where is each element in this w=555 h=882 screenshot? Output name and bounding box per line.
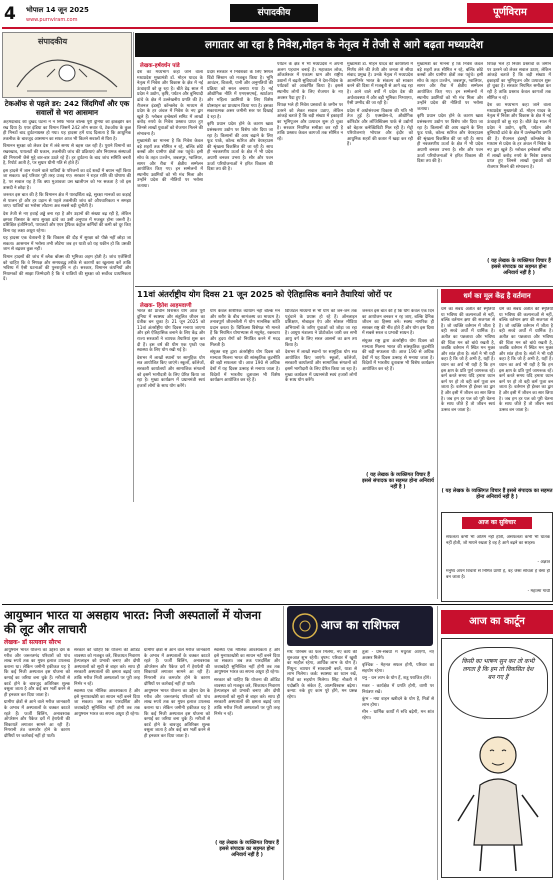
ayushman-para: स्वास्थ्य एक मौलिक आवश्यकता है और इसे मुनाफाखोरी का साधन नहीं बनने दिया जा सकता। जब तक पारदर्शिता और जवाबदेही सुनिश्चित नहीं होगी तब तक आयुष्मान भारत का सपना अधूरा ही रहेगा।	[214, 648, 280, 676]
cartoon-label: संपादकीय	[38, 37, 68, 46]
lead-para: विपक्ष भले ही निवेश प्रस्तावों के जमीन पर उतरने को लेकर सवाल उठाए, लेकिन आंकड़े बताते हैं कि बड़ी संख्या में इकाइयों का भूमिपूजन और उत्पादन शुरू हो चुका है। सरकार नियमित समीक्षा कर रही है ताकि प्रस्ताव केवल कागजों तक सीमित न रहें।	[277, 103, 343, 142]
rashifal-item: तुला - प्रेम-संबंधों में मधुरता आएगी, नए अवसर मिलेंगे।	[362, 650, 434, 661]
editorial-para: जरूरत इस बात की है कि विमानन क्षेत्र में पारदर्शिता बढ़े, सुरक्षा मानकों का कड़ाई से पालन हो और हर उड़ान से पहले तकनीकी जांच को औपचारिकता न समझा जाए। यात्रियों का भरोसा लौटाना अब सबसे बड़ी चुनौती है।	[3, 193, 131, 210]
lead-para: कृषि प्रधान प्रदेश होने के कारण खाद्य प्रसंस्करण उद्योग पर विशेष जोर दिया जा रहा है। किसानों की आय बढ़ाने के लिए फूड पार्क, कोल्ड स्टोरेज और वेयरहाउस की श्रृंखला विकसित की जा रही है। साथ ही नवकरणीय ऊर्जा के क्षेत्र में भी प्रदेश अग्रणी बनकर उभरा है। सौर और पवन ऊर्जा परियोजनाओं ने हरित विकास की दिशा तय की है।	[207, 122, 273, 173]
dharma-headline	[441, 289, 553, 303]
yoga-para: संयुक्त राष्ट्र द्वारा अंतर्राष्ट्रीय योग दिवस को मान्यता मिलना भारत की सांस्कृतिक कूटनीति की बड़ी सफलता थी। आज 190 से अधिक देशों में यह दिवस उत्साह से मनाया जाता है। विदेशों में भारतीय दूतावास भी विशेष कार्यक्रम आयोजित कर रहे हैं।	[210, 350, 280, 384]
ayushman-column	[4, 648, 70, 880]
editorial-para: अहमदाबाद की दुखद घटना ने न सिर्फ भारत बल्कि पूरी दुनिया को झकझोर कर रख दिया है। एयर इंडिया का विमान जिसमें 242 लोग सवार थे, टेकऑफ के कुछ ही मिनटों बाद दुर्घटनाग्रस्त हो गया। यह हादसा हमें याद दिलाता है कि आधुनिक तकनीक के बावजूद आसमान का सफर आज भी कितने सवालों से घिरा है।	[3, 120, 131, 142]
lead-para: विपक्ष भले ही निवेश प्रस्तावों के जमीन पर उतरने को लेकर सवाल उठाए, लेकिन आंकड़े बताते हैं कि बड़ी संख्या में इकाइयों का भूमिपूजन और उत्पादन शुरू हो चुका है। सरकार नियमित समीक्षा कर रही है ताकि प्रस्ताव केवल कागजों तक सीमित न रहें।	[487, 62, 551, 101]
editorial-para: इस हादसे में जान गंवाने वाले यात्रियों के परिजनों का दर्द शब्दों में बयान नहीं किया जा सकता। कई परिवार पूरी तरह उजड़ गए। सरकार ने राहत राशि की घोषणा की है, पर सवाल यह है कि क्या मुआवजा उस खालीपन को भर सकता है जो इस त्रासदी ने छोड़ा है।	[3, 168, 131, 191]
lead-para: पर्यटन के क्षेत्र में भी मध्यप्रदेश ने अपनी अलग पहचान बनाई है। महाकाल लोक, ओंकारेश्वर में एकात्म धाम और राष्ट्रीय उद्यानों में बढ़ती सुविधाओं ने देश-विदेश के पर्यटकों को आकर्षित किया है। इससे स्थानीय लोगों के लिए रोजगार के नए अवसर पैदा हुए हैं।	[277, 62, 343, 101]
header-rule	[2, 27, 553, 29]
section-title	[230, 4, 318, 22]
yoga-column	[137, 309, 205, 499]
rashifal-item: मीन - धार्मिक कार्यों में रुचि बढ़ेगी, मन शांत रहेगा।	[362, 710, 434, 721]
ayushman-column	[74, 648, 140, 880]
lead-para: प्रदेश सरकार ने निवेशकों के लिए सिंगल विंडो सिस्टम को मजबूत किया है। भूमि आवंटन, बिजली, पानी और अनुमतियों की प्रक्रिया को सरल बनाया गया है। नई औद्योगिक नीति में एमएसएमई, स्टार्टअप और महिला उद्यमियों के लिए विशेष प्रोत्साहन का प्रावधान किया गया है। इसका सकारात्मक असर जमीनी स्तर पर दिखाई दे रहा है।	[207, 70, 273, 120]
ayushman-para: आयुष्मान भारत योजना का उद्देश्य देश के गरीब और जरूरतमंद परिवारों को पांच लाख रुपये तक का मुफ्त इलाज उपलब्ध कराना था। लेकिन जमीनी हकीकत यह है कि कई निजी अस्पताल इस योजना को कमाई का जरिया बना चुके हैं। मरीजों से कार्ड होने के बावजूद अतिरिक्त शुल्क वसूला जाता है और कई बार भर्ती करने से ही इनकार कर दिया जाता है।	[144, 689, 210, 739]
yoga-para: जरूरत इस बात की है कि योग केवल एक दिन का आयोजन बनकर न रह जाए, बल्कि दैनिक जीवन का हिस्सा बने। स्वस्थ नागरिक ही सशक्त राष्ट्र की नींव होते हैं और योग इस दिशा में सबसे सरल व प्रभावी साधन है।	[362, 309, 434, 337]
editorial-para: विमान हादसों की जांच में ब्लैक बॉक्स की भूमिका अहम होती है। जांच एजेंसियों को चाहिए कि वे निष्पक्ष और समयबद्ध तरीके से कारणों का खुलासा करें ताकि भविष्य में ऐसी घटनाओं की पुनरावृत्ति न हो। सरकार, विमानन कंपनियों और नियामकों की साझा जिम्मेदारी है कि वे यात्रियों की सुरक्षा को सर्वोच्च प्राथमिकता दें।	[3, 255, 131, 283]
yoga-headline: 11वां अंतर्राष्ट्रीय योग दिवस 21 जून 2025 को ऐतिहासिक बनाने तैयारियां जोरों पर	[137, 289, 392, 299]
lead-para: मुख्यमंत्री का मानना है कि निवेश केवल बड़े शहरों तक सीमित न रहे, बल्कि छोटे कस्बों और ग्रामीण क्षेत्रों तक पहुंचे। इसी सोच के तहत उज्जैन, जबलपुर, ग्वालियर, सागर और रीवा में क्षेत्रीय सम्मेलन आयोजित किए गए। इन सम्मेलनों में स्थानीय उद्यमियों को भी मंच मिला और उन्होंने प्रदेश की नीतियों पर भरोसा जताया।	[417, 62, 483, 112]
lead-headline	[135, 33, 553, 57]
editorial-para: यह हादसा एक चेतावनी है कि विकास की दौड़ में सुरक्षा को पीछे नहीं छोड़ा जा सकता। आसमान में भरोसा तभी लौटेगा जब हर यात्री को यह यकीन हो कि उसकी जान से बढ़कर कुछ नहीं।	[3, 236, 131, 253]
ayushman-para: आयुष्मान भारत योजना का उद्देश्य देश के गरीब और जरूरतमंद परिवारों को पांच लाख रुपये तक का मुफ्त इलाज उपलब्ध कराना था। लेकिन जमीनी हकीकत यह है कि कई निजी अस्पताल इस योजना को कमाई का जरिया बना चुके हैं। मरीजों से कार्ड होने के बावजूद अतिरिक्त शुल्क वसूला जाता है और कई बार भर्ती करने से ही इनकार कर दिया जाता है।	[4, 648, 70, 698]
ayushman-para: स्वास्थ्य एक मौलिक आवश्यकता है और इसे मुनाफाखोरी का साधन नहीं बनने दिया जा सकता। जब तक पारदर्शिता और जवाबदेही सुनिश्चित नहीं होगी तब तक आयुष्मान भारत का सपना अधूरा ही रहेगा।	[74, 689, 140, 717]
yoga-para: डिजिटल माध्यमों से भी योग को जन-जन तक पहुंचाने के प्रयास हो रहे हैं। ऑनलाइन प्रशिक्षण, मोबाइल ऐप और सोशल मीडिया अभियानों के जरिए युवाओं को जोड़ा जा रहा है। आयुष मंत्रालय ने प्रोटोकॉल जारी कर सभी आयु वर्ग के लिए सरल आसनों का क्रम तय किया है।	[285, 309, 357, 348]
rashifal-intro: मेष: परिश्रम का फल मिलेगा, नए कार्य की शुरुआत शुभ रहेगी। वृषभ: परिवार में खुशी का माहौल रहेगा, आर्थिक लाभ के योग हैं। मिथुन: व्यापार में सावधानी बरतें, यात्रा से लाभ मिलेगा। कर्क: स्वास्थ्य का ध्यान रखें, मित्रों का सहयोग मिलेगा। सिंह: नौकरी में पदोन्नति के संकेत हैं, आत्मविश्वास बढ़ेगा। कन्या: रुके हुए काम पूरे होंगे, मन प्रसन्न रहेगा।	[287, 650, 357, 700]
ayushman-pullquote: ( यह लेखक के व्यक्तिगत विचार हैं इससे संपादक का सहमत होना अनिवार्य नहीं है )	[215, 840, 279, 858]
rashifal-title: आज का राशिफल	[320, 618, 400, 632]
suvichar-author: - अज्ञात	[537, 560, 550, 565]
cartoon-panel	[441, 638, 553, 878]
yoga-para: योग केवल शारीरिक व्यायाम नहीं बल्कि मन और शरीर के बीच सामंजस्य का माध्यम है। तनावपूर्ण जीवनशैली में योग मानसिक शांति प्रदान करता है। चिकित्सा विशेषज्ञ भी मानते हैं कि नियमित योगाभ्यास से मधुमेह, रक्तचाप और हृदय रोगों को नियंत्रित करने में मदद मिलती है।	[210, 309, 280, 348]
speech-bubble-text: किसी का भाषण सुन कर तो कभी लगता है कि हम तो विकसित देश बन गए हैं	[461, 658, 535, 681]
editorial-para: विमानन सुरक्षा को लेकर देश में लंबे समय से बहस चल रही है। पुराने विमानों का रखरखाव, पायलटों की थकान, तकनीकी जांच की प्रक्रियाएं और नियामक संस्थाओं की निगरानी जैसे मुद्दे बार-बार उठते रहे हैं। हर दुर्घटना के बाद जांच समिति बनती है, रिपोर्ट आती है, पर सुधार धीमी गति से होते हैं।	[3, 144, 131, 167]
page-number: 4	[4, 4, 16, 24]
dharma-column	[499, 307, 553, 457]
lead-para: देश का मध्यभाग कहा जाने वाला मध्यप्रदेश मुख्यमंत्री डॉ. मोहन यादव के नेतृत्व में निवेश और विकास के क्षेत्र में नई ऊंचाइयों को छू रहा है। बीते डेढ़ साल में प्रदेश ने उद्योग, कृषि, पर्यटन और बुनियादी ढांचे के क्षेत्र में उल्लेखनीय प्रगति की है। रीजनल इंडस्ट्री कॉन्क्लेव के माध्यम से प्रदेश के हर अंचल में निवेश के नए द्वार खुले हैं। ग्लोबल इन्वेस्टर्स समिट में लाखों करोड़ रुपये के निवेश प्रस्ताव प्राप्त हुए जिनसे लाखों युवाओं को रोजगार मिलने की संभावना है।	[137, 70, 203, 137]
lead-pullquote: ( यह लेखक के व्यक्तिगत विचार हैं इससे संपादक का सहमत होना अनिवार्य नहीं है )	[487, 258, 551, 276]
ayushman-column	[144, 648, 210, 880]
dharma-column	[441, 307, 495, 485]
cartoon-title-text: आज का कार्टून	[469, 616, 525, 627]
ayushman-para: ग्रामीण क्षेत्रों से आने वाले मरीज जानकारी के अभाव में अस्पतालों के चक्कर काटते रहते हैं। फर्जी बिलिंग, अनावश्यक ऑपरेशन और पैकेज दरों में हेराफेरी की शिकायतें लगातार सामने आ रही हैं। निगरानी तंत्र कमजोर होने के कारण दोषियों पर कार्रवाई नहीं हो पाती।	[4, 700, 70, 739]
lead-column	[277, 62, 343, 282]
zodiac-wheel-icon	[291, 612, 319, 640]
dateline: भोपाल 14 जून 2025	[26, 6, 89, 14]
column-rule	[133, 32, 134, 502]
top-cartoon	[2, 32, 132, 98]
ayushman-column	[214, 648, 280, 834]
cartoon-headline: टेकऑफ से पहले डर: 242 जिंदगियाँ और एक सवालों से भरा आसमान	[4, 99, 130, 117]
lead-para: प्रदेश में अधोसंरचना विकास की गति भी तेज हुई है। एक्सप्रेस-वे, औद्योगिक कॉरिडोर और लॉजिस्टिक्स पार्क से उद्योगों को बेहतर कनेक्टिविटी मिल रही है। मेट्रो परियोजनाएं भोपाल और इंदौर को आधुनिक शहरों की कतार में खड़ा कर रही हैं।	[347, 108, 413, 148]
ayushman-byline: लेखक- डॉ सत्यवान सौरभ	[4, 639, 61, 646]
suvichar-line: मनुष्य अपने विचारों से निर्मित प्राणी है, वह जैसा सोचता है वैसा ही बन जाता है।	[446, 569, 550, 580]
yoga-para: संयुक्त राष्ट्र द्वारा अंतर्राष्ट्रीय योग दिवस को मान्यता मिलना भारत की सांस्कृतिक कूटनीति की बड़ी सफलता थी। आज 190 से अधिक देशों में यह दिवस उत्साह से मनाया जाता है। विदेशों में भारतीय दूतावास भी विशेष कार्यक्रम आयोजित कर रहे हैं।	[362, 338, 434, 372]
yoga-column	[362, 309, 434, 469]
yoga-column	[210, 309, 280, 499]
yoga-byline: लेखक- हितेश आहमवाणी	[140, 303, 192, 309]
brand-logo	[467, 3, 553, 23]
ayushman-headline: आयुष्मान भारत या असहाय भारत: निजी अस्पतालों में योजना की लूट और लाचारी	[4, 608, 261, 636]
cartoon-figure-icon	[452, 725, 544, 873]
lead-para: कृषि प्रधान प्रदेश होने के कारण खाद्य प्रसंस्करण उद्योग पर विशेष जोर दिया जा रहा है। किसानों की आय बढ़ाने के लिए फूड पार्क, कोल्ड स्टोरेज और वेयरहाउस की श्रृंखला विकसित की जा रही है। साथ ही नवकरणीय ऊर्जा के क्षेत्र में भी प्रदेश अग्रणी बनकर उभरा है। सौर और पवन ऊर्जा परियोजनाओं ने हरित विकास की दिशा तय की है।	[417, 114, 483, 165]
rashifal-item: कुंभ - नया वाहन खरीदने के योग हैं, मित्रों से लाभ होगा।	[362, 697, 434, 708]
yoga-column	[285, 309, 357, 499]
rashifal-item: धनु - धन लाभ के योग हैं, शत्रु पराजित होंगे।	[362, 676, 431, 682]
cartoon-drawing-icon	[7, 47, 127, 95]
lead-byline: लेखक-हर्षवर्धन पांडे	[140, 63, 180, 69]
suvichar-author: - महात्मा गांधी	[527, 589, 550, 594]
section-rule	[135, 286, 553, 287]
rashifal-list	[362, 650, 434, 878]
website[interactable]: www.purnviram.com	[26, 17, 78, 23]
speech-bubble	[448, 647, 548, 719]
yoga-para: देशभर में लाखों स्थानों पर सामूहिक योग सत्र आयोजित किए जाएंगे। स्कूलों, कॉलेजों, सरकारी कार्यालयों और सामाजिक संगठनों को इसमें भागीदारी के लिए प्रेरित किया जा रहा है। मुख्य कार्यक्रम में प्रधानमंत्री स्वयं हजारों लोगों के साथ योग करेंगे।	[285, 350, 357, 384]
column-rule	[437, 289, 438, 599]
yoga-para: भारत की प्राचीन विरासत योग आज पूरी दुनिया में स्वास्थ्य और संतुलित जीवन का प्रतीक बन चुका है। 21 जून 2025 को 11वां अंतर्राष्ट्रीय योग दिवस मनाया जाएगा और इसे ऐतिहासिक बनाने के लिए केंद्र और राज्य सरकारों ने व्यापक तैयारियां शुरू कर दी हैं। इस वर्ष की थीम एक पृथ्वी एक स्वास्थ्य के लिए योग रखी गई है।	[137, 309, 205, 354]
editorial-para: देश तेजी से नए हवाई अड्डे बना रहा है और उड़ानों की संख्या बढ़ रही है, लेकिन क्षमता विस्तार के साथ सुरक्षा ढांचे का उसी अनुपात में मजबूत होना जरूरी है। प्रशिक्षित इंजीनियरों, पायलटों और एयर ट्रैफिक कंट्रोल कर्मियों की कमी को दूर किए बिना यह लक्ष्य अधूरा रहेगा।	[3, 211, 131, 234]
editorial-body	[3, 120, 131, 502]
rashifal-item: मकर - कार्यक्षेत्र में प्रगति होगी, वाणी पर नियंत्रण रखें।	[362, 683, 434, 695]
suvichar-box	[441, 512, 553, 602]
dharma-text: धर्म का संबंध अतीत की स्मृतियों या भविष्य की कल्पनाओं से नहीं, बल्कि वर्तमान क्षण की सजगता से है। जो व्यक्ति वर्तमान में जीता है वही सच्चे अर्थों में धार्मिक है। अतीत का पछतावा और भविष्य की चिंता मन को बांधे रखती है, जबकि वर्तमान में स्थित मन मुक्त और शांत होता है। संतों ने भी यही कहा है कि जो है अभी है, यहीं है। ध्यान का अर्थ भी यही है कि हम इस क्षण के प्रति पूर्ण जागरूक रहें। कर्म करते समय यदि हमारा ध्यान कर्म पर हो तो वही कर्म पूजा बन जाता है। वर्तमान ही ईश्वर का द्वार है और इसी में जीवन का सार छिपा है। जब हम हर पल को पूरी चेतना के साथ जीते हैं तो जीवन स्वयं उत्सव बन जाता है।	[499, 307, 553, 413]
dharma-headline-text: धर्म का मूल केंद्र है वर्तमान	[463, 292, 531, 300]
lead-para: देश का मध्यभाग कहा जाने वाला मध्यप्रदेश मुख्यमंत्री डॉ. मोहन यादव के नेतृत्व में निवेश और विकास के क्षेत्र में नई ऊंचाइयों को छू रहा है। बीते डेढ़ साल में प्रदेश ने उद्योग, कृषि, पर्यटन और बुनियादी ढांचे के क्षेत्र में उल्लेखनीय प्रगति की है। रीजनल इंडस्ट्री कॉन्क्लेव के माध्यम से प्रदेश के हर अंचल में निवेश के नए द्वार खुले हैं। ग्लोबल इन्वेस्टर्स समिट में लाखों करोड़ रुपये के निवेश प्रस्ताव प्राप्त हुए जिनसे लाखों युवाओं को रोजगार मिलने की संभावना है।	[487, 103, 551, 170]
lead-column	[137, 70, 203, 282]
section-rule	[2, 604, 553, 605]
rashifal-item: वृश्चिक - मेहनत सफल होगी, परिवार का सहयोग रहेगा।	[362, 663, 434, 674]
suvichar-title	[462, 517, 532, 529]
lead-column	[417, 62, 483, 282]
ayushman-para: सरकार को चाहिए कि योजना की ऑडिट व्यवस्था को मजबूत करे, शिकायत निवारण हेल्पलाइन को प्रभावी बनाए और दोषी अस्पतालों को सूची से बाहर करे। साथ ही सरकारी अस्पतालों की क्षमता बढ़ाई जाए ताकि मरीज निजी अस्पतालों पर पूरी तरह निर्भर न रहें।	[214, 677, 280, 717]
masthead	[0, 0, 555, 34]
lead-column	[487, 62, 551, 254]
column-rule	[283, 606, 284, 880]
lead-para: मुख्यमंत्री का मानना है कि निवेश केवल बड़े शहरों तक सीमित न रहे, बल्कि छोटे कस्बों और ग्रामीण क्षेत्रों तक पहुंचे। इसी सोच के तहत उज्जैन, जबलपुर, ग्वालियर, सागर और रीवा में क्षेत्रीय सम्मेलन आयोजित किए गए। इन सम्मेलनों में स्थानीय उद्यमियों को भी मंच मिला और उन्होंने प्रदेश की नीतियों पर भरोसा जताया।	[137, 139, 203, 189]
suvichar-line: सफलता कभी भी अंतिम नहीं होती, असफलता कभी भी घातक नहीं होती, जो मायने रखता है वह है आगे बढ़ने का साहस।	[446, 535, 550, 546]
lead-column	[207, 70, 273, 282]
yoga-pullquote: ( यह लेखक के व्यक्तिगत विचार हैं इससे संपादक का सहमत होना अनिवार्य नहीं है )	[362, 472, 434, 490]
section-label: संपादकीय	[257, 8, 291, 18]
lead-column	[347, 62, 413, 282]
lead-para: मुख्यमंत्री डॉ. मोहन यादव की कार्यशैली में निर्णय लेने की तेजी और जनता से सीधा संवाद प्रमुख है। उनके नेतृत्व में मध्यप्रदेश आत्मनिर्भर भारत के संकल्प को साकार करने की दिशा में मजबूती से आगे बढ़ रहा है। आने वाले वर्षों में प्रदेश देश की अर्थव्यवस्था में और बड़ी भूमिका निभाएगा, ऐसी उम्मीद की जा रही है।	[347, 62, 413, 107]
lead-headline-text: लगातार आ रहा है निवेश,मोहन के नेतृत्व में तेजी से आगे बढ़ता मध्यप्रदेश	[204, 39, 484, 51]
ayushman-para: सरकार को चाहिए कि योजना की ऑडिट व्यवस्था को मजबूत करे, शिकायत निवारण हेल्पलाइन को प्रभावी बनाए और दोषी अस्पतालों को सूची से बाहर करे। साथ ही सरकारी अस्पतालों की क्षमता बढ़ाई जाए ताकि मरीज निजी अस्पतालों पर पूरी तरह निर्भर न रहें।	[74, 648, 140, 687]
dharma-pullquote: ( यह लेखक के व्यक्तिगत विचार हैं इससे संपादक का सहमत होना अनिवार्य नहीं है )	[441, 488, 553, 500]
dharma-text: धर्म का संबंध अतीत की स्मृतियों या भविष्य की कल्पनाओं से नहीं, बल्कि वर्तमान क्षण की सजगता से है। जो व्यक्ति वर्तमान में जीता है वही सच्चे अर्थों में धार्मिक है। अतीत का पछतावा और भविष्य की चिंता मन को बांधे रखती है, जबकि वर्तमान में स्थित मन मुक्त और शांत होता है। संतों ने भी यही कहा है कि जो है अभी है, यहीं है। ध्यान का अर्थ भी यही है कि हम इस क्षण के प्रति पूर्ण जागरूक रहें। कर्म करते समय यदि हमारा ध्यान कर्म पर हो तो वही कर्म पूजा बन जाता है। वर्तमान ही ईश्वर का द्वार है और इसी में जीवन का सार छिपा है। जब हम हर पल को पूरी चेतना के साथ जीते हैं तो जीवन स्वयं उत्सव बन जाता है।	[441, 307, 495, 413]
brand-name: पूर्णविराम	[493, 7, 527, 18]
rashifal-banner	[287, 606, 433, 646]
suvichar-title-text: आज का सुविचार	[478, 519, 516, 526]
ayushman-para: ग्रामीण क्षेत्रों से आने वाले मरीज जानकारी के अभाव में अस्पतालों के चक्कर काटते रहते हैं। फर्जी बिलिंग, अनावश्यक ऑपरेशन और पैकेज दरों में हेराफेरी की शिकायतें लगातार सामने आ रही हैं। निगरानी तंत्र कमजोर होने के कारण दोषियों पर कार्रवाई नहीं हो पाती।	[144, 648, 210, 687]
yoga-para: देशभर में लाखों स्थानों पर सामूहिक योग सत्र आयोजित किए जाएंगे। स्कूलों, कॉलेजों, सरकारी कार्यालयों और सामाजिक संगठनों को इसमें भागीदारी के लिए प्रेरित किया जा रहा है। मुख्य कार्यक्रम में प्रधानमंत्री स्वयं हजारों लोगों के साथ योग करेंगे।	[137, 355, 205, 389]
cartoon-title	[441, 610, 553, 634]
column-rule	[437, 606, 438, 880]
